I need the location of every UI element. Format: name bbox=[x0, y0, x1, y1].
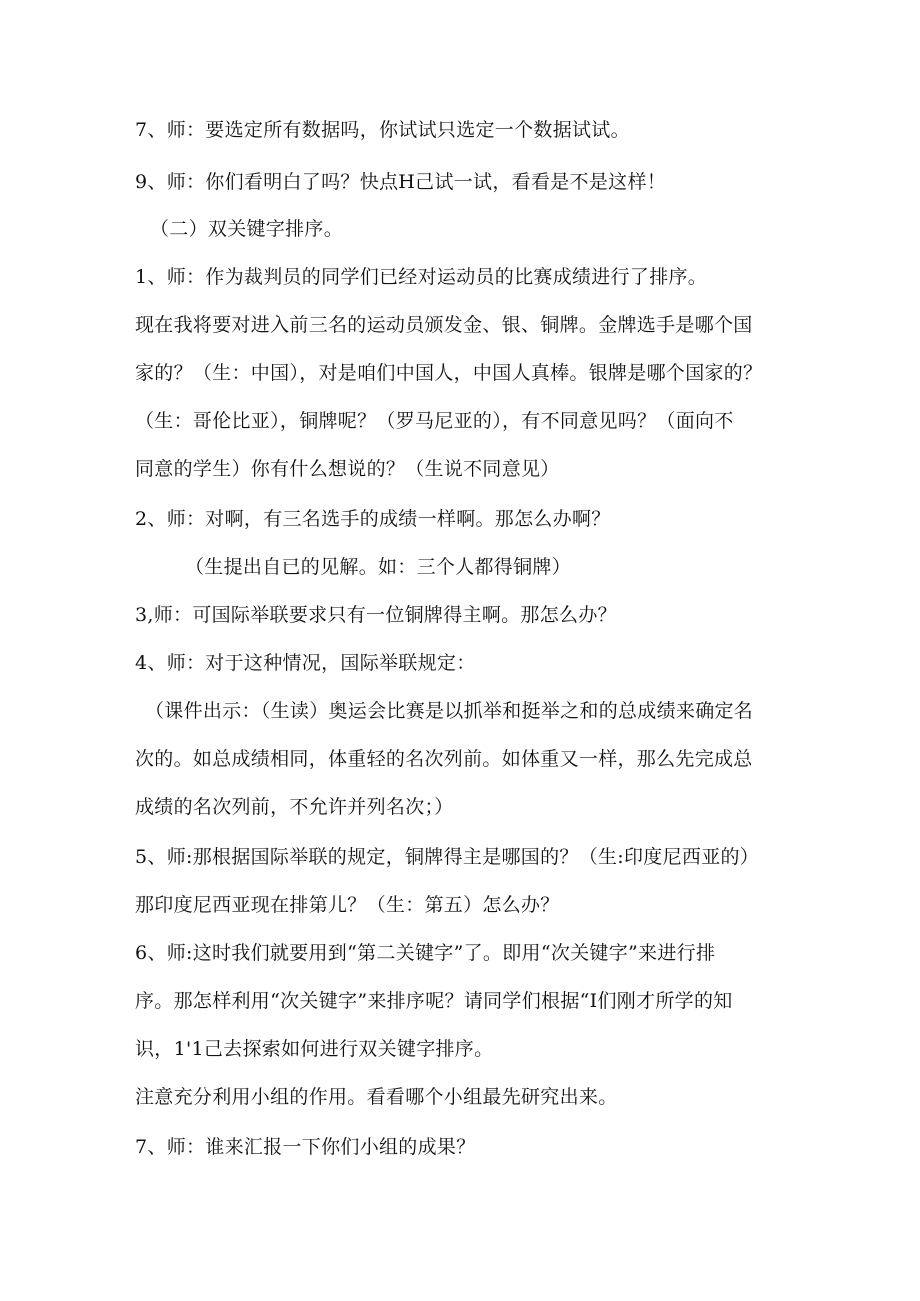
text-line-14: 成绩的名次列前，不允许并列名次；） bbox=[135, 796, 454, 818]
text-line-21: 7、师：谁来汇报一下你们小组的成果？ bbox=[135, 1136, 476, 1158]
text-line-7: 同意的学生）你有什么想说的？（生说不同意见） bbox=[135, 458, 560, 480]
text-line-5: 家的？（生：中国），对是咱们中国人，中国人真棒。银牌是哪个国家的？ bbox=[135, 362, 763, 384]
text-line-12: （课件出示：（生读）奥运会比赛是以抓举和挺举之和的总成绩来确定名 bbox=[145, 700, 754, 722]
text-line-8: 2、师：对啊，有三名选手的成绩一样啊。那怎么办啊？ bbox=[135, 508, 611, 530]
text-line-15: 5、师:那根据国际举联的规定，铜牌得主是哪国的？（生:印度尼西亚的） bbox=[135, 846, 760, 868]
text-line-1: 7、师：要选定所有数据吗，你试试只选定一个数据试试。 bbox=[135, 119, 630, 141]
section-heading: （二）双关键字排序。 bbox=[150, 218, 344, 240]
text-line-6: （生：哥伦比亚），铜牌呢？（罗马尼亚的），有不同意见吗？（面向不 bbox=[135, 410, 734, 432]
text-line-16: 那印度尼西亚现在排第儿？（生：第五）怎么办？ bbox=[135, 894, 560, 916]
text-line-3: 1、师：作为裁判员的同学们已经对运动员的比赛成绩进行了排序。 bbox=[135, 266, 708, 288]
text-line-17: 6、师:这时我们就要用到“第二关键字”了。即用“次关键字”来进行排 bbox=[135, 942, 716, 964]
text-line-10: 3,师：可国际举联要求只有一位铜牌得主啊。那怎么办？ bbox=[135, 604, 617, 626]
text-line-18: 序。那怎样利用“次关键字”来排序呢？请同学们根据“I们刚才所学的知 bbox=[135, 990, 733, 1012]
text-line-2: 9、师：你们看明白了吗？快点H己试一试，看看是不是这样！ bbox=[135, 171, 667, 193]
text-line-11: 4、师：对于这种情况，国际举联规定： bbox=[135, 652, 476, 674]
text-line-20: 注意充分利用小组的作用。看看哪个小组最先研究出来。 bbox=[135, 1086, 618, 1108]
text-line-13: 次的。如总成绩相同，体重轻的名次列前。如体重又一样，那么先完成总 bbox=[135, 748, 753, 770]
text-line-4: 现在我将要对进入前三名的运动员颁发金、银、铜牌。金牌选手是哪个国 bbox=[135, 314, 753, 336]
text-line-9: （生提出自已的见解。如：三个人都得铜牌） bbox=[185, 556, 572, 578]
text-line-19: 识，1'1己去探索如何进行双关键字排序。 bbox=[135, 1038, 494, 1060]
